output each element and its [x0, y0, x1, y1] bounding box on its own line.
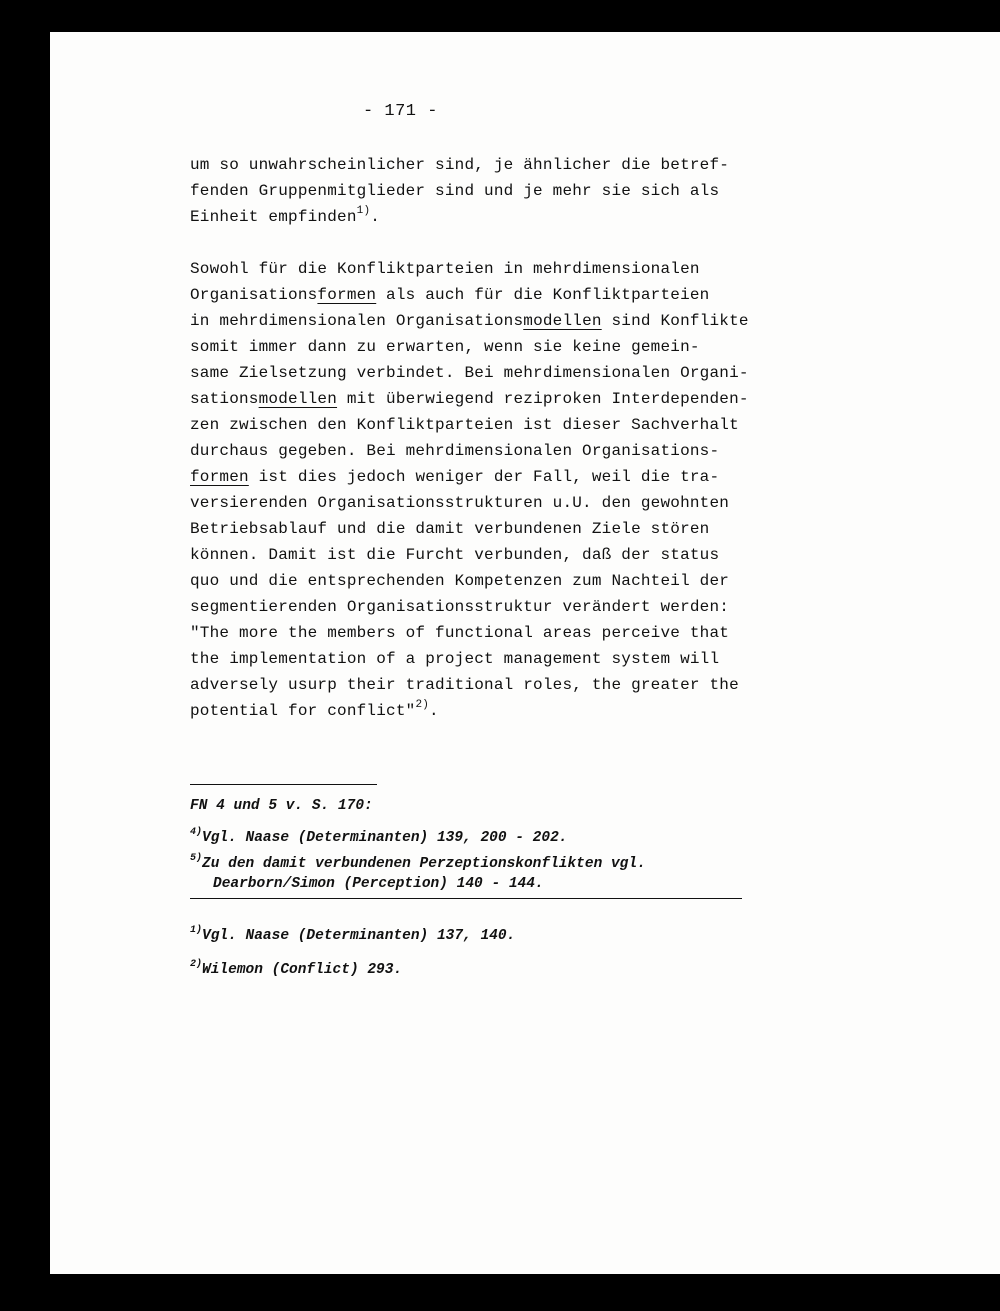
footnote-2-mark: 2): [190, 959, 203, 970]
text-line: als auch für die Konfliktparteien: [376, 286, 710, 304]
paragraph-1-line: [190, 152, 790, 178]
footnote-5: [190, 854, 810, 894]
underlined-word: modellen: [258, 390, 338, 408]
footnote-separator: [190, 784, 377, 785]
paragraph-2-line: [190, 516, 790, 542]
text-line: durchaus gegeben. Bei mehrdimensionalen Organisations-: [190, 442, 720, 460]
text-line: "The more the members of functional areas perceive that: [190, 624, 730, 642]
paragraph-2-line: [190, 568, 790, 594]
paragraph-2-line: [190, 490, 790, 516]
text-line: segmentierenden Organisationsstruktur verändert werden:: [190, 598, 730, 616]
text-line: the implementation of a project management system will: [190, 650, 720, 668]
underlined-word: formen: [190, 468, 249, 486]
paragraph-2-line: [190, 672, 790, 698]
text-line: same Zielsetzung verbindet. Bei mehrdimensionalen Organi-: [190, 364, 749, 382]
text-line: .: [429, 702, 439, 720]
footnote-ref-2: 2): [415, 699, 430, 711]
footnote-2: [190, 960, 810, 980]
underlined-word: formen: [317, 286, 377, 304]
text-line: quo und die entsprechenden Kompetenzen zum Nachteil der: [190, 572, 730, 590]
paragraph-2-line: [190, 386, 790, 412]
underlined-word: modellen: [523, 312, 602, 330]
footnote-1: [190, 926, 810, 946]
text-line: adversely usurp their traditional roles, the greater the: [190, 676, 739, 694]
text-line: Betriebsablauf und die damit verbundenen Ziele stören: [190, 520, 710, 538]
footnote-4-mark: 4): [190, 827, 203, 838]
paragraph-2-line: [190, 620, 790, 646]
document-page: [50, 32, 1000, 1274]
paragraph-1-line: [190, 204, 790, 230]
paragraph-2-line: [190, 438, 790, 464]
text-line: fenden Gruppenmitglieder sind und je mehr sie sich als: [190, 182, 720, 200]
paragraph-2-line: [190, 698, 790, 724]
footnote-1-mark: 1): [190, 925, 203, 936]
text-line: Einheit empfinden: [190, 208, 357, 226]
text-line: zen zwischen den Konfliktparteien ist dieser Sachverhalt: [190, 416, 739, 434]
text-line: Organisations: [190, 286, 318, 304]
page-number: - 171 -: [363, 102, 438, 121]
footnote-ref-1: 1): [356, 205, 371, 217]
text-line: in mehrdimensionalen Organisations: [190, 312, 524, 330]
paragraph-gap: [190, 230, 790, 256]
footnote-4-text: Vgl. Naase (Determinanten) 139, 200 - 202.: [202, 830, 568, 846]
paragraph-2-line: [190, 308, 790, 334]
text-line: versierenden Organisationsstrukturen u.U. den gewohnten: [190, 494, 730, 512]
text-line: mit überwiegend reziproken Interdependen-: [337, 390, 749, 408]
footnote-5-mark: 5): [190, 853, 203, 864]
footnote-block-separator: [190, 898, 742, 899]
footnote-1-text: Vgl. Naase (Determinanten) 137, 140.: [202, 928, 516, 944]
text-line: sind Konflikte: [601, 312, 749, 330]
footnote-2-text: Wilemon (Conflict) 293.: [202, 962, 403, 978]
footnote-4: [190, 828, 810, 848]
paragraph-2-line: [190, 334, 790, 360]
text-line: um so unwahrscheinlicher sind, je ähnlicher die betref-: [190, 156, 730, 174]
text-line: somit immer dann zu erwarten, wenn sie keine gemein-: [190, 338, 700, 356]
paragraph-2-line: [190, 542, 790, 568]
paragraph-2-line: [190, 646, 790, 672]
text-line: .: [370, 208, 381, 226]
paragraph-2-line: [190, 360, 790, 386]
paragraph-2-line: [190, 412, 790, 438]
paragraph-2-line: [190, 282, 790, 308]
footnote-5-text: Zu den damit verbundenen Perzeptionskonflikten vgl.: [202, 856, 646, 872]
footnote-5-text-continued: Dearborn/Simon (Perception) 140 - 144.: [213, 876, 544, 892]
paragraph-1-line: [190, 178, 790, 204]
text-line: ist dies jedoch weniger der Fall, weil die tra-: [248, 468, 720, 486]
text-line: sations: [190, 390, 259, 408]
text-line: Sowohl für die Konfliktparteien in mehrdimensionalen: [190, 260, 700, 278]
carryover-footnote-heading: FN 4 und 5 v. S. 170:: [190, 798, 373, 814]
paragraph-2-line: [190, 256, 790, 282]
text-line: potential for conflict": [190, 702, 416, 720]
paragraph-2-line: [190, 464, 790, 490]
paragraph-2-line: [190, 594, 790, 620]
text-line: können. Damit ist die Furcht verbunden, daß der status: [190, 546, 720, 564]
body-text: [190, 152, 790, 724]
